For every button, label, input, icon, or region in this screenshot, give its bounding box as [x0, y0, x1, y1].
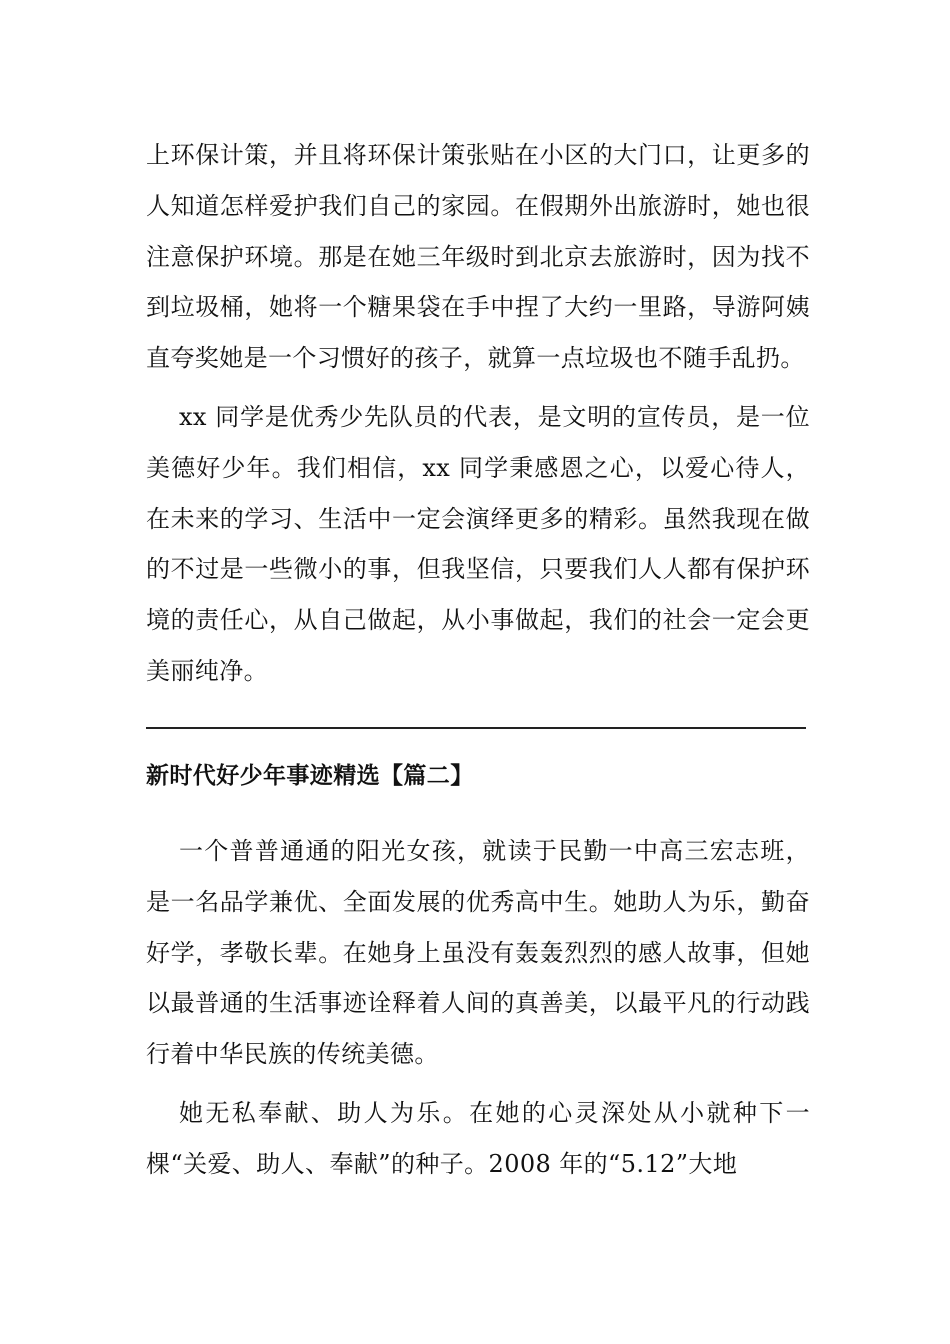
section-divider — [146, 727, 806, 729]
paragraph-summary: xx 同学是优秀少先队员的代表，是文明的宣传员，是一位美德好少年。我们相信，xx 同学秉感恩之心，以爱心待人，在未来的学习、生活中一定会演绎更多的精彩。虽然我现在做的不过是一些微小的事，但我坚信，只要我们人人都有保护环境的责任心，从自己做起，从小事做起，我们的社会一定会更美丽纯净。 — [146, 402, 810, 685]
section-heading: 新时代好少年事迹精选【篇二】 — [146, 763, 474, 789]
paragraph-dedication: 她无私奉献、助人为乐。在她的心灵深处从小就种下一棵“关爱、助人、奉献”的种子。2008 年的“5.12”大地 — [146, 1098, 810, 1178]
document-body-section-two — [146, 826, 810, 1190]
paragraph-intro: 一个普普通通的阳光女孩，就读于民勤一中高三宏志班，是一名品学兼优、全面发展的优秀高中生。她助人为乐，勤奋好学，孝敬长辈。在她身上虽没有轰轰烈烈的感人故事，但她以最普通的生活事迹诠释着人间的真善美，以最平凡的行动践行着中华民族的传统美德。 — [146, 837, 810, 1069]
paragraph-continuation: 上环保计策，并且将环保计策张贴在小区的大门口，让更多的人知道怎样爱护我们自己的家园。在假期外出旅游时，她也很注意保护环境。那是在她三年级时到北京去旅游时，因为找不到垃圾桶，她将一个糖果袋在手中捏了大约一里路，导游阿姨直夸奖她是一个习惯好的孩子，就算一点垃圾也不随手乱扔。 — [146, 141, 810, 373]
document-body-top — [146, 130, 810, 697]
